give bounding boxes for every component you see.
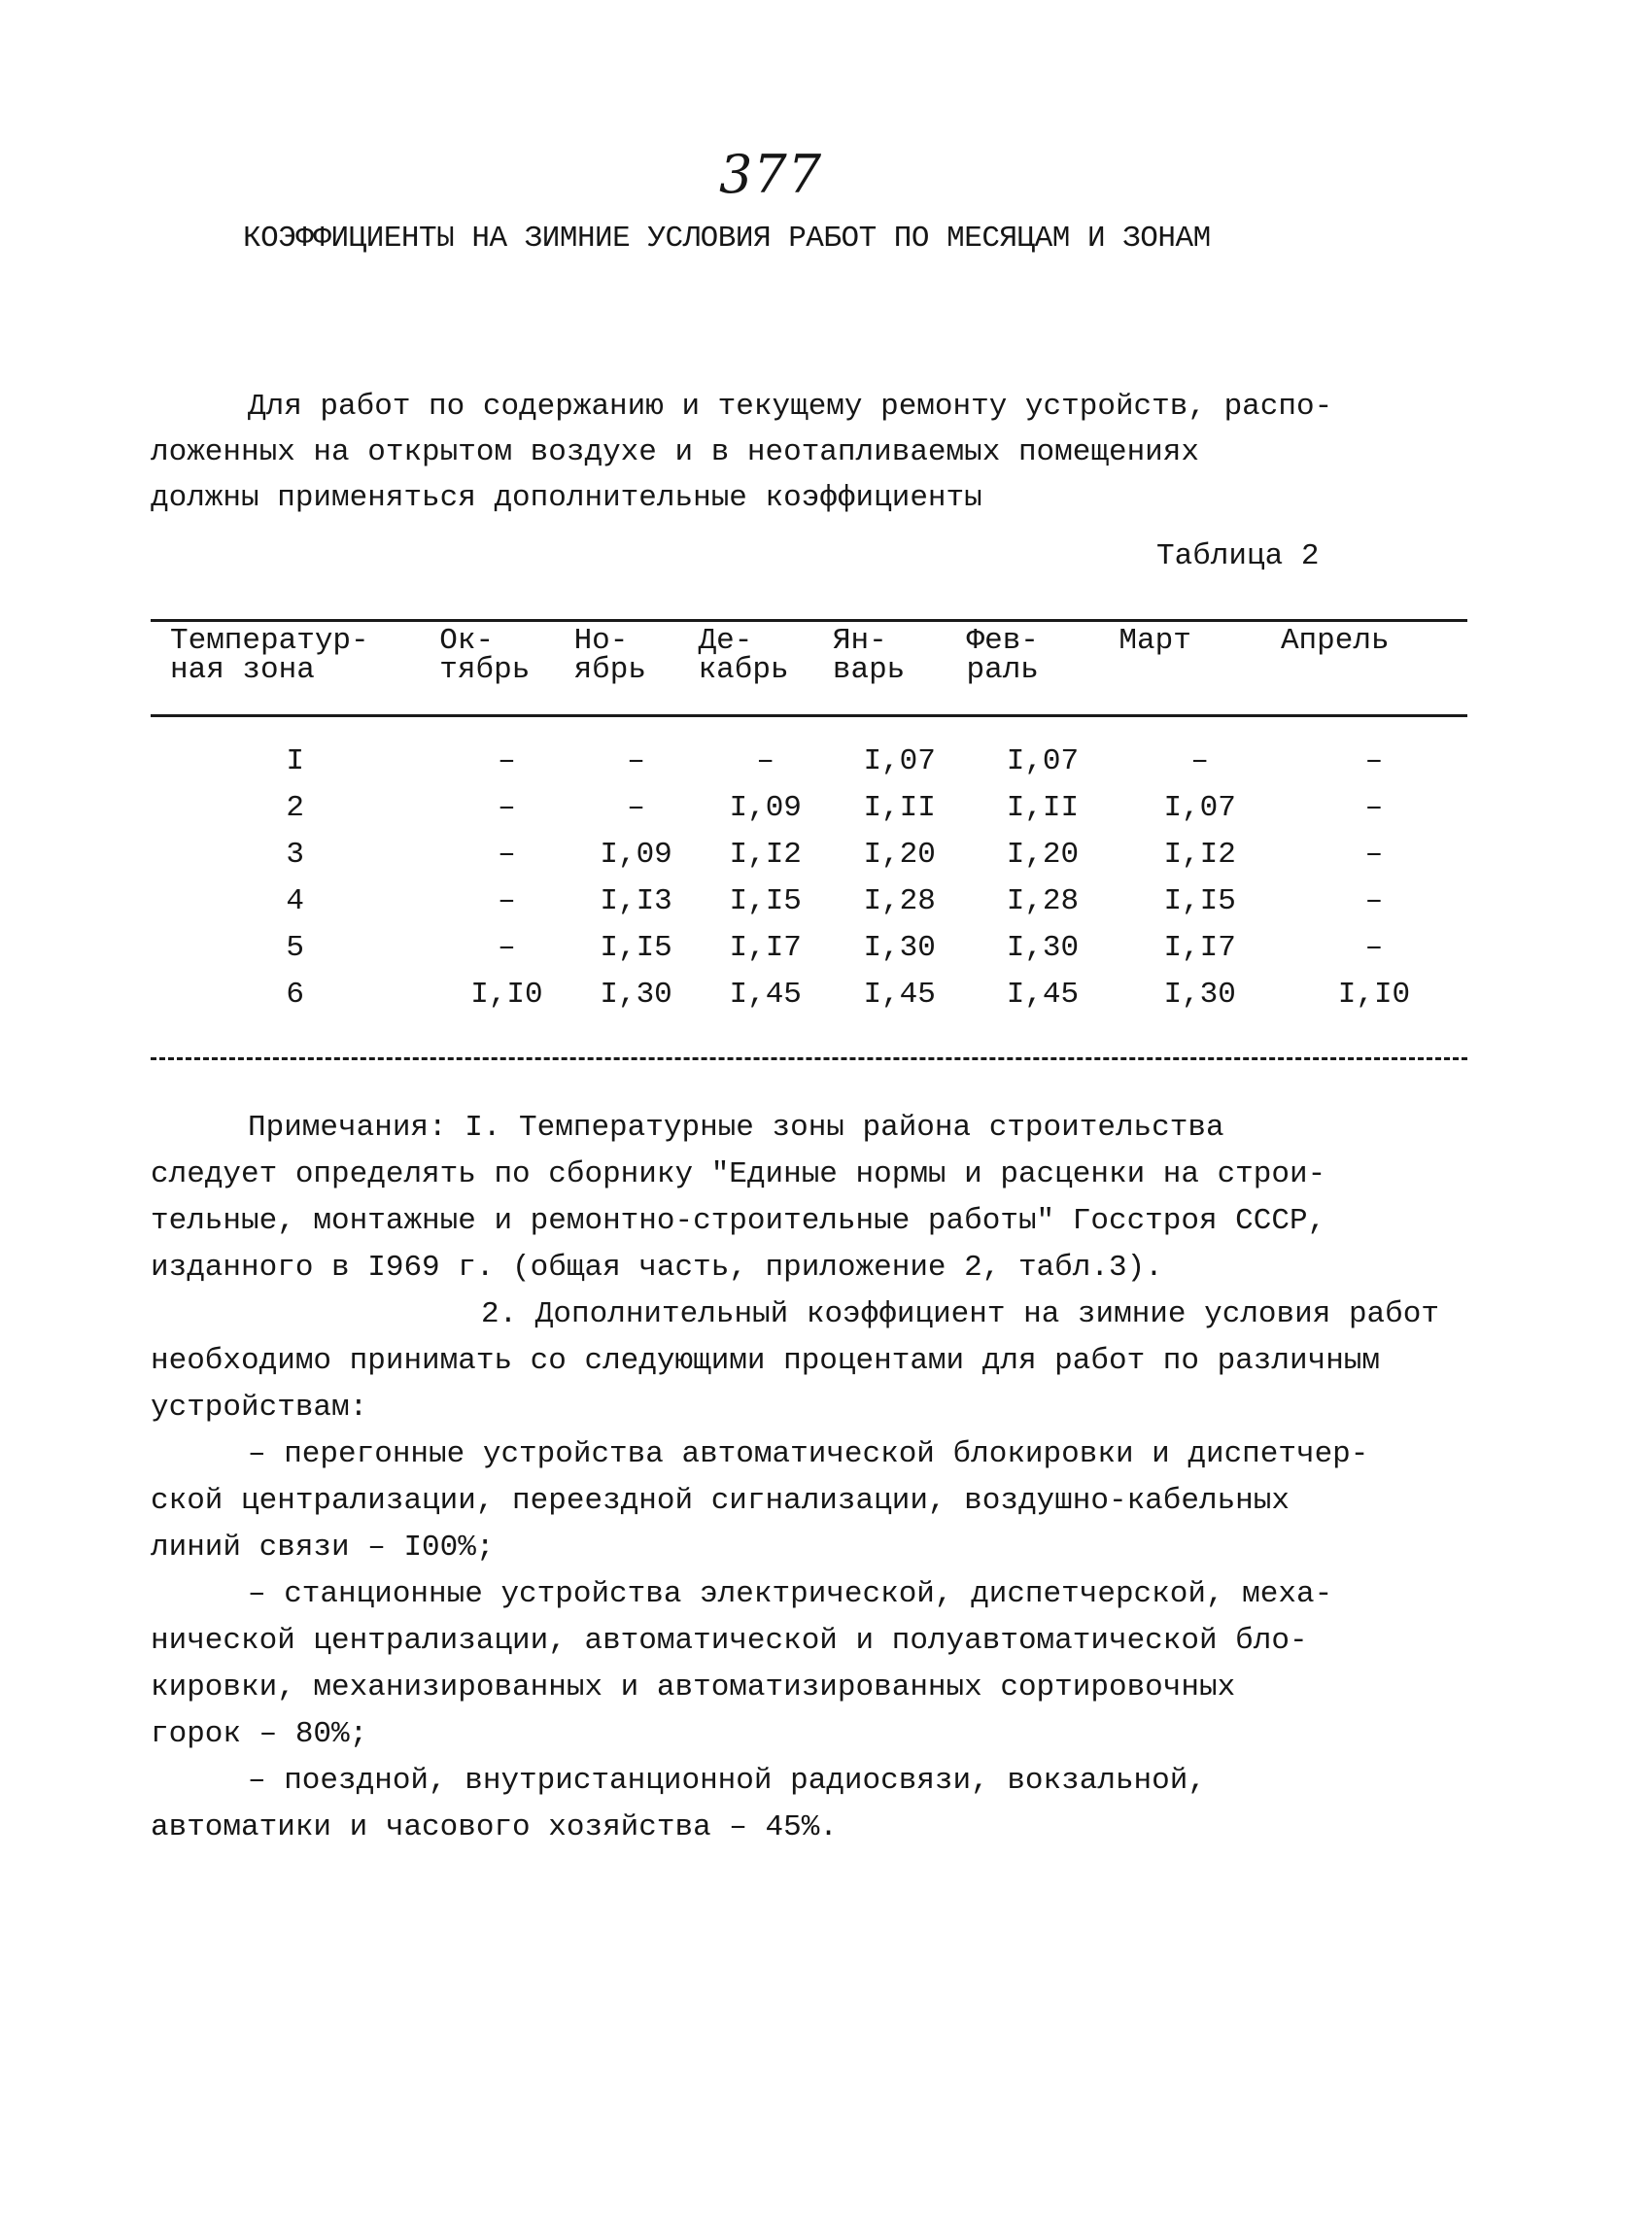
table-row [151, 714, 1467, 784]
table-row [151, 971, 1467, 1017]
intro-line: должны применяться дополнительные коэффициенты [151, 481, 982, 515]
table-row [151, 831, 1467, 878]
header-line: Март [1119, 624, 1191, 658]
value-cell: I,28 [863, 883, 936, 918]
value-cell: I,I2 [729, 837, 802, 872]
header-zone [151, 624, 439, 714]
note-line: автоматики и часового хозяйства – 45%. [151, 1810, 838, 1844]
value-cell: I,30 [1163, 977, 1236, 1012]
value-cell: – [627, 790, 645, 825]
intro-line: ложенных на открытом воздухе и в неотапливаемых помещениях [151, 435, 1199, 469]
value-cell: – [1364, 837, 1384, 872]
note-line: необходимо принимать со следующими процентами для работ по различным [151, 1344, 1381, 1378]
value-cell: – [627, 743, 645, 778]
header-line: Но- [573, 624, 629, 658]
note-line: следует определять по сборнику "Единые нормы и расценки на строи- [151, 1157, 1326, 1191]
value-cell: I,07 [863, 743, 936, 778]
value-cell: I,09 [729, 790, 802, 825]
value-cell: I,I7 [729, 930, 802, 965]
header-line: Ок- [439, 624, 495, 658]
zone-cell: 4 [286, 883, 304, 918]
zone-cell: I [286, 743, 304, 778]
zone-cell: 6 [286, 977, 304, 1012]
value-cell: I,45 [1006, 977, 1080, 1012]
header-line: Апрель [1280, 624, 1390, 658]
note-line: линий связи – I00%; [151, 1531, 495, 1565]
header-line: Де- [698, 624, 753, 658]
header-march [1119, 624, 1281, 714]
value-cell: – [1364, 883, 1384, 918]
zone-cell: 3 [286, 837, 304, 872]
header-line: Фев- [966, 624, 1039, 658]
header-january [832, 624, 967, 714]
value-cell: I,20 [1006, 837, 1080, 872]
note-line: – перегонные устройства автоматической блокировки и диспетчер- [248, 1437, 1369, 1471]
value-cell: I,07 [1006, 743, 1080, 778]
document-title: КОЭФФИЦИЕНТЫ НА ЗИМНИЕ УСЛОВИЯ РАБОТ ПО МЕСЯЦАМ И ЗОНАМ [243, 222, 1211, 256]
table-label: Таблица 2 [1156, 539, 1320, 573]
table-row [151, 878, 1467, 924]
value-cell: – [1364, 930, 1384, 965]
zone-cell: 5 [286, 930, 304, 965]
header-october [439, 624, 573, 714]
table-body [151, 714, 1467, 1017]
table-row [151, 784, 1467, 831]
value-cell: – [498, 930, 516, 965]
table-header [151, 624, 1467, 714]
header-line: ябрь [573, 653, 646, 687]
value-cell: I,45 [863, 977, 936, 1012]
header-february [966, 624, 1119, 714]
zone-cell: 2 [286, 790, 304, 825]
note-line: кировки, механизированных и автоматизированных сортировочных [151, 1670, 1236, 1704]
value-cell: I,II [863, 790, 936, 825]
table-row [151, 924, 1467, 971]
note-line: устройствам: [151, 1391, 368, 1425]
value-cell: I,I0 [1337, 977, 1411, 1012]
notes-section [151, 1105, 1501, 1851]
value-cell: I,I5 [600, 930, 672, 965]
value-cell: I,07 [1163, 790, 1236, 825]
value-cell: – [498, 790, 516, 825]
note-line: ской централизации, переездной сигнализации, воздушно-кабельных [151, 1484, 1290, 1518]
note-line: – поездной, внутристанционной радиосвязи, вокзальной, [248, 1764, 1206, 1798]
value-cell: I,20 [863, 837, 936, 872]
value-cell: I,30 [1006, 930, 1080, 965]
value-cell: – [498, 883, 516, 918]
value-cell: I,I3 [600, 883, 672, 918]
value-cell: – [1364, 743, 1384, 778]
value-cell: I,30 [600, 977, 672, 1012]
value-cell: I,I5 [1163, 883, 1236, 918]
value-cell: I,09 [600, 837, 672, 872]
value-cell: – [1364, 790, 1384, 825]
note-line: тельные, монтажные и ремонтно-строительные работы" Госстроя СССР, [151, 1204, 1326, 1238]
page-number: 377 [719, 144, 823, 205]
value-cell: I,I0 [470, 977, 543, 1012]
note-line: Примечания: I. Температурные зоны района строительства [248, 1111, 1224, 1145]
note-line: 2. Дополнительный коэффициент на зимние условия работ [481, 1297, 1439, 1331]
value-cell: – [1190, 743, 1209, 778]
header-row [151, 627, 1467, 714]
value-cell: I,45 [729, 977, 802, 1012]
header-line: тябрь [439, 653, 531, 687]
value-cell: I,28 [1006, 883, 1080, 918]
header-line: кабрь [698, 653, 789, 687]
header-april [1280, 624, 1467, 714]
note-line: горок – 80%; [151, 1717, 368, 1751]
header-line: Температур- [170, 624, 369, 658]
header-line: Ян- [832, 624, 887, 658]
value-cell: – [756, 743, 775, 778]
note-line: нической централизации, автоматической и полуавтоматической бло- [151, 1624, 1308, 1658]
header-november [573, 624, 699, 714]
value-cell: – [498, 837, 516, 872]
header-line: варь [832, 653, 906, 687]
value-cell: I,I2 [1163, 837, 1236, 872]
table-bottom-rule [151, 1057, 1467, 1060]
note-line: – станционные устройства электрической, диспетчерской, меха- [248, 1577, 1333, 1611]
intro-paragraph [151, 384, 1472, 521]
note-line: изданного в I969 г. (общая часть, приложение 2, табл.3). [151, 1251, 1163, 1285]
value-cell: I,I5 [729, 883, 802, 918]
header-december [698, 624, 833, 714]
value-cell: – [498, 743, 516, 778]
header-line: раль [966, 653, 1039, 687]
header-line: ная зона [170, 653, 315, 687]
value-cell: I,30 [863, 930, 936, 965]
table-top-rule [151, 619, 1467, 622]
coefficient-table [151, 624, 1467, 1017]
value-cell: I,I7 [1163, 930, 1236, 965]
value-cell: I,II [1006, 790, 1080, 825]
intro-line: Для работ по содержанию и текущему ремонту устройств, распо- [248, 390, 1333, 424]
